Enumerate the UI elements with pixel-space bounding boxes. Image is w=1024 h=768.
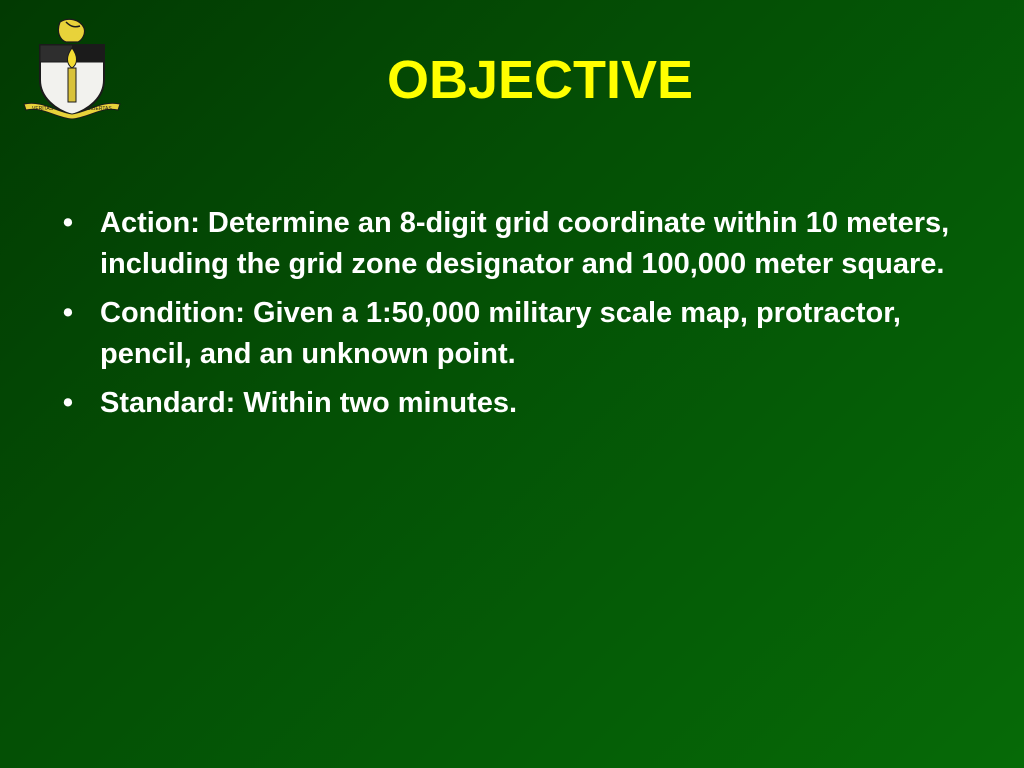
helmet-shape — [58, 19, 84, 42]
page-title: OBJECTIVE — [386, 50, 694, 110]
bullet-text: Action: Determine an 8-digit grid coordinate within 10 meters, including the grid zone designator and 100,000 meter square. — [100, 207, 950, 280]
bullet-text: Condition: Given a 1:50,000 military scale map, protractor, pencil, and an unknown point. — [100, 297, 901, 370]
motto-left: VERITAS — [32, 106, 54, 112]
bullet-list — [58, 203, 958, 432]
torch-handle — [68, 68, 76, 102]
list-item — [58, 383, 958, 424]
west-point-crest-icon — [22, 18, 122, 122]
bullet-text: Standard: Within two minutes. — [100, 387, 518, 419]
bullet-icon: • — [62, 297, 74, 329]
bullet-icon: • — [62, 387, 74, 419]
motto-right: LIBERTAS — [88, 106, 112, 112]
list-item — [58, 293, 958, 375]
list-item — [58, 203, 958, 285]
bullet-icon: • — [62, 207, 74, 239]
